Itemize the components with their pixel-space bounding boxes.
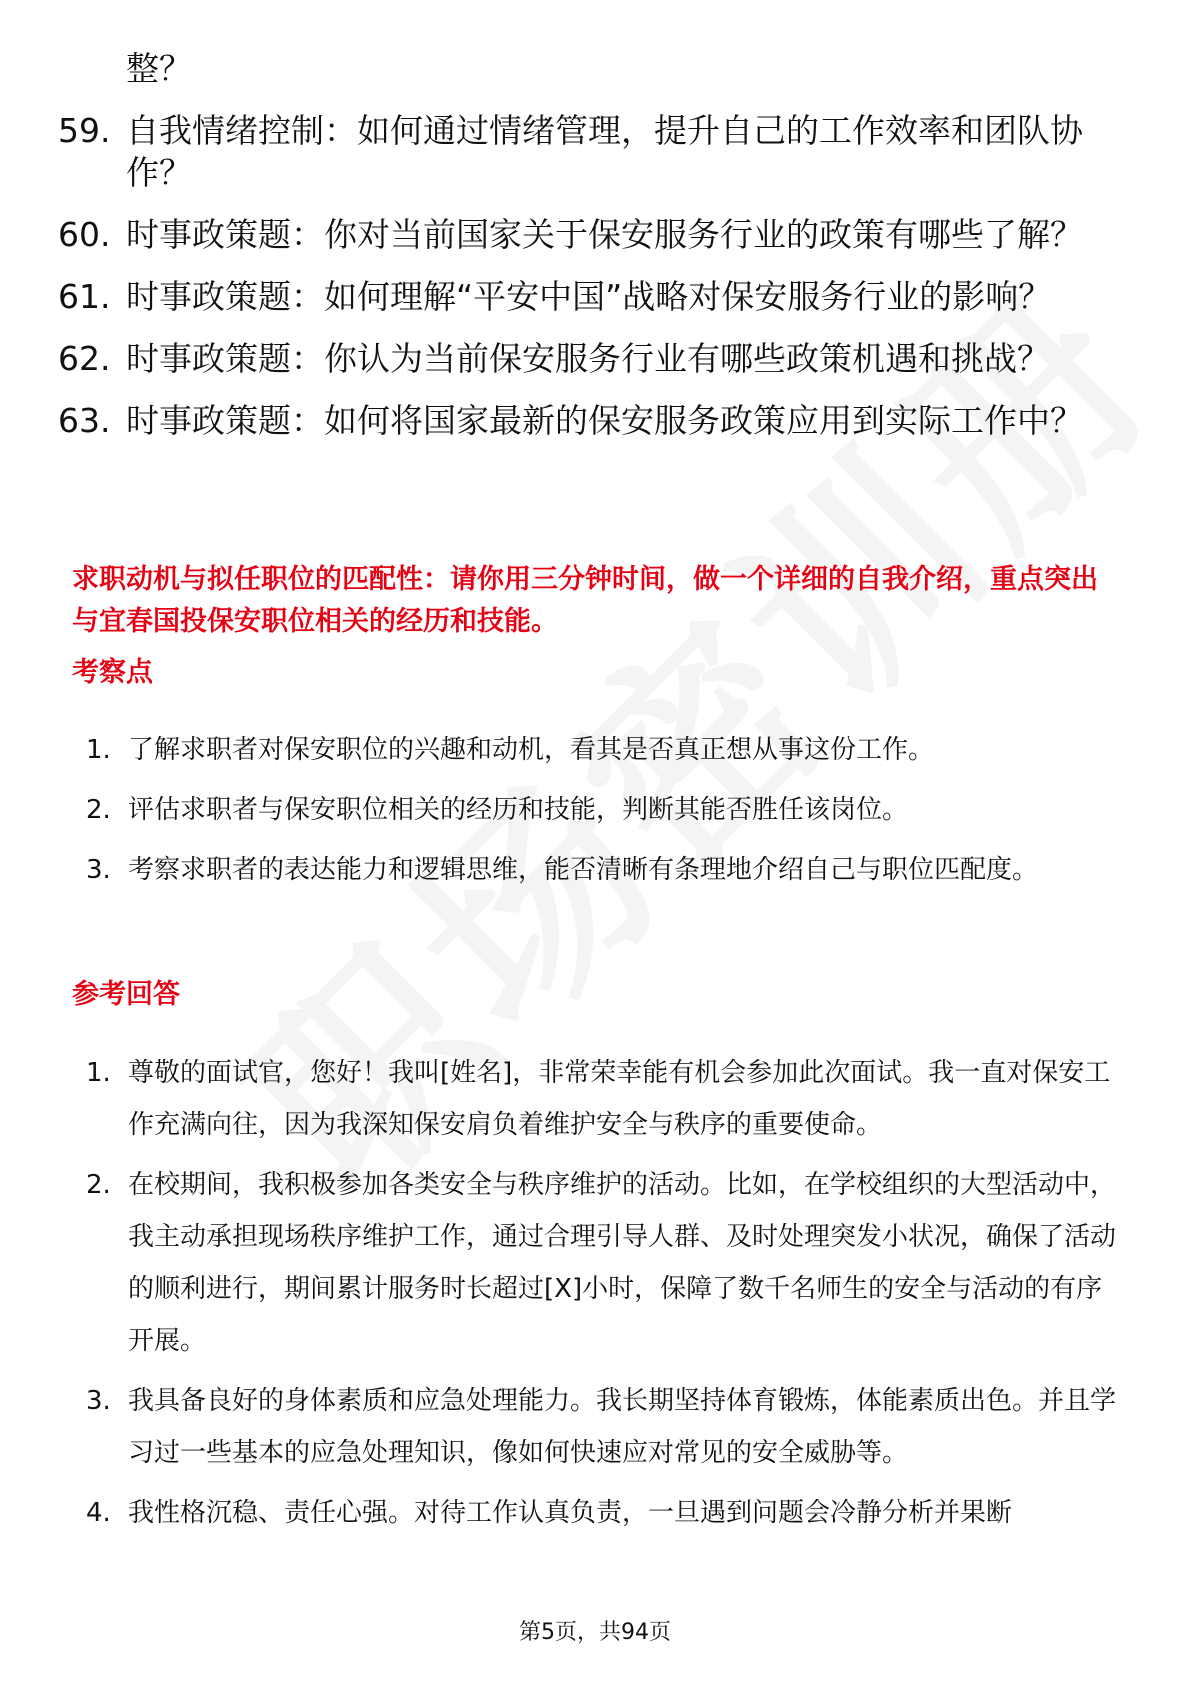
- list-item-number: 1.: [86, 1058, 111, 1088]
- list-item-number: 63.: [58, 401, 111, 440]
- list-item: [58, 48, 1128, 90]
- list-item-text: 我具备良好的身体素质和应急处理能力。我长期坚持体育锻炼，体能素质出色。并且学习过一些基本的应急处理知识，像如何快速应对常见的安全威胁等。: [128, 1386, 1117, 1468]
- list-item-text: 时事政策题：你对当前国家关于保安服务行业的政策有哪些了解？: [126, 215, 1083, 254]
- list-item-text: 考察求职者的表达能力和逻辑思维，能否清晰有条理地介绍自己与职位匹配度。: [128, 855, 1039, 885]
- list-item-text: 时事政策题：如何将国家最新的保安服务政策应用到实际工作中？: [126, 401, 1083, 440]
- list-item: [86, 1159, 1121, 1367]
- list-item-number: 3.: [86, 855, 111, 885]
- list-item: [58, 214, 1128, 256]
- list-item-text: 了解求职者对保安职位的兴趣和动机，看其是否真正想从事这份工作。: [128, 735, 935, 765]
- reference-answer-title: 参考回答: [72, 979, 180, 1010]
- list-item-text: 整？: [126, 49, 192, 88]
- list-item-number: 59.: [58, 111, 111, 150]
- list-item-number: 62.: [58, 339, 111, 378]
- list-item-text: 评估求职者与保安职位相关的经历和技能，判断其能否胜任该岗位。: [128, 795, 909, 825]
- list-item: [86, 724, 1121, 776]
- list-item-text: 自我情绪控制：如何通过情绪管理，提升自己的工作效率和团队协作？: [126, 111, 1083, 192]
- list-item: [86, 1487, 1121, 1539]
- list-item-text: 在校期间，我积极参加各类安全与秩序维护的活动。比如，在学校组织的大型活动中，我主动承担现场秩序维护工作，通过合理引导人群、及时处理突发小状况，确保了活动的顺利进行，期间累计服务时长超过[X]小时，保障了数千名师生的安全与活动的有序开展。: [128, 1170, 1117, 1356]
- list-item-number: 4.: [86, 1498, 111, 1528]
- list-item: [58, 400, 1128, 442]
- list-item-number: 2.: [86, 795, 111, 825]
- list-item-text: 时事政策题：你认为当前保安服务行业有哪些政策机遇和挑战？: [126, 339, 1050, 378]
- list-item-number: 60.: [58, 215, 111, 254]
- interview-question: 求职动机与拟任职位的匹配性：请你用三分钟时间，做一个详细的自我介绍，重点突出与宜春国投保安职位相关的经历和技能。: [72, 564, 1098, 637]
- list-item-number: 2.: [86, 1170, 111, 1200]
- list-item: [86, 1047, 1121, 1151]
- list-item-number: 3.: [86, 1386, 111, 1416]
- list-item-text: 我性格沉稳、责任心强。对待工作认真负责，一旦遇到问题会冷静分析并果断: [128, 1498, 1013, 1528]
- list-item: [86, 784, 1121, 836]
- list-item-number: 1.: [86, 735, 111, 765]
- list-item: [58, 110, 1128, 194]
- list-item-number: 61.: [58, 277, 111, 316]
- list-item-text: 时事政策题：如何理解“平安中国”战略对保安服务行业的影响？: [126, 277, 1052, 316]
- list-item: [86, 1375, 1121, 1479]
- list-item: [58, 276, 1128, 318]
- upper-question-list: [58, 48, 1128, 462]
- assessment-list: [86, 724, 1121, 904]
- list-item: [58, 338, 1128, 380]
- page-footer: 第5页，共94页: [519, 1620, 671, 1645]
- reference-answer-list: [86, 1047, 1121, 1547]
- assessment-title: 考察点: [72, 657, 153, 688]
- list-item: [86, 844, 1121, 896]
- list-item-text: 尊敬的面试官，您好！我叫[姓名]，非常荣幸能有机会参加此次面试。我一直对保安工作充满向往，因为我深知保安肩负着维护安全与秩序的重要使命。: [128, 1058, 1111, 1140]
